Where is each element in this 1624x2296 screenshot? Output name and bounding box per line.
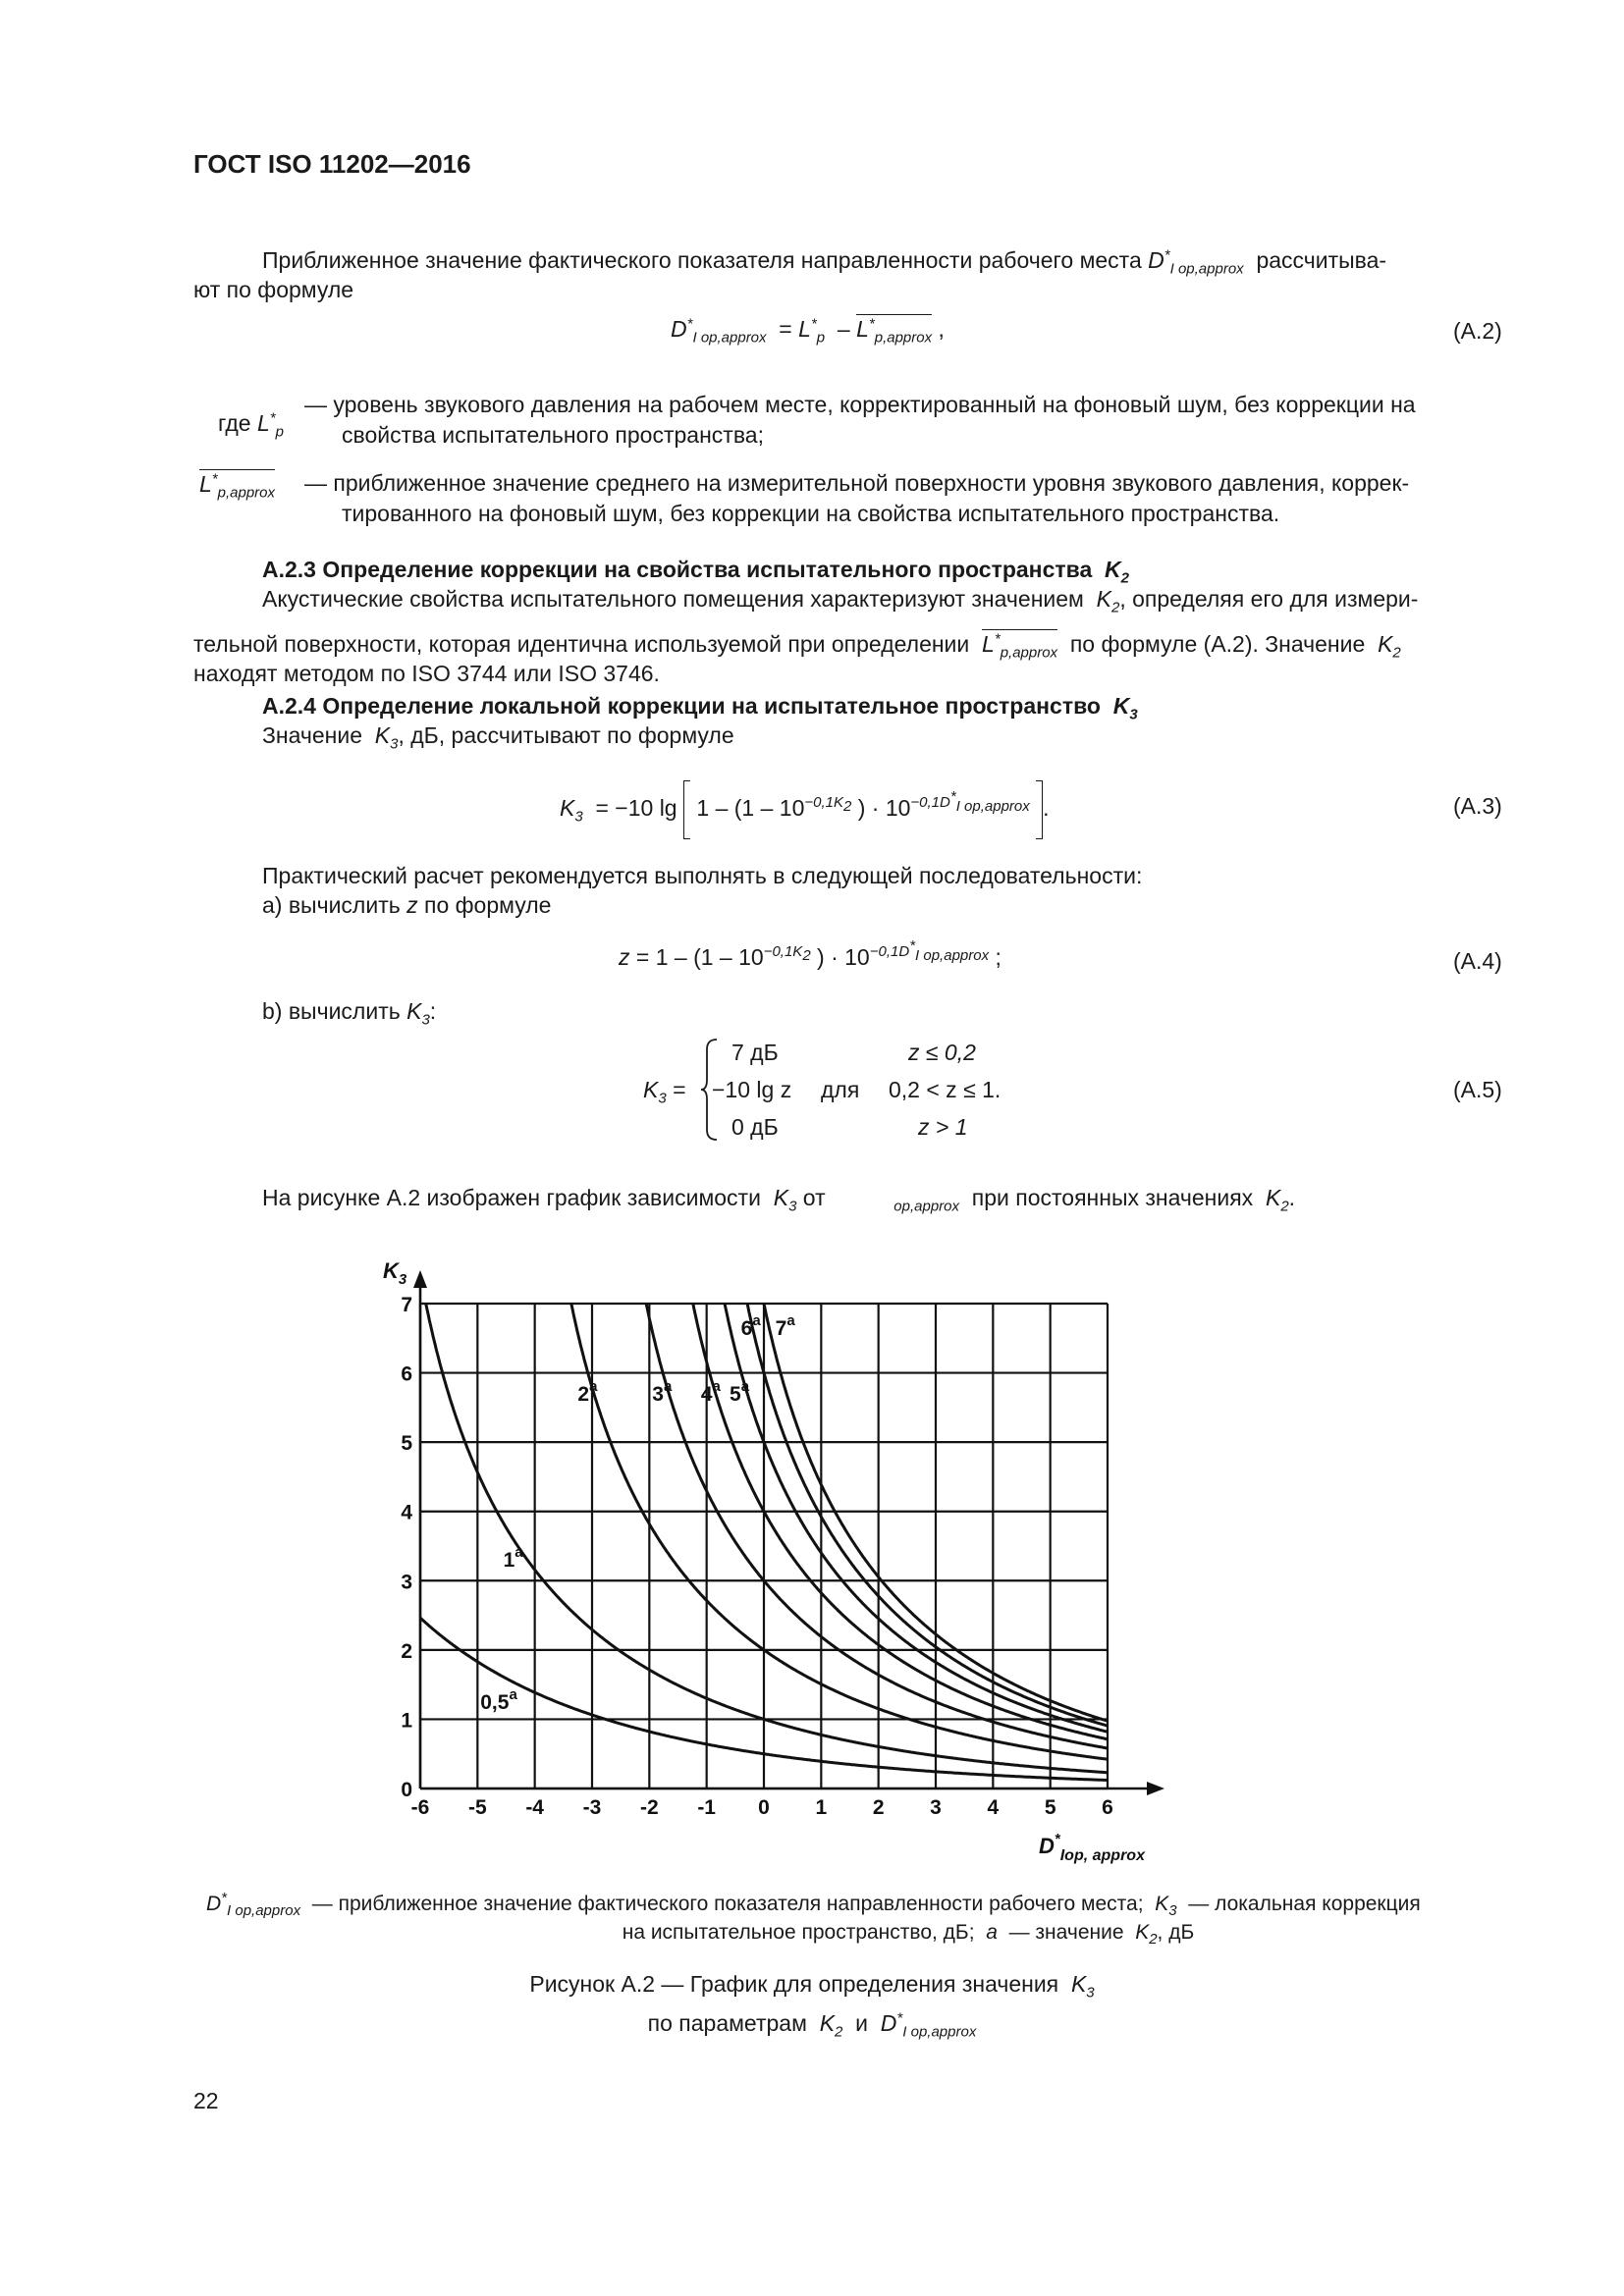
section-a23-line2: тельной поверхности, которая идентична используемой при определении $L^*_{p,approx}$ по формуле (А.2). Значение $K_2$ <box>193 630 1401 662</box>
intro-text-1: Приближенное значение фактического показателя направленности рабочего места <box>262 247 1142 273</box>
y-tick-label: 3 <box>401 1571 412 1594</box>
y-tick-label: 4 <box>401 1501 412 1524</box>
where-label: где $L^*_p$ <box>218 409 284 441</box>
figure-caption-line1: Рисунок А.2 — График для определения значения $K_3$ <box>529 1971 1095 2002</box>
equation-a5-case3-condition: z > 1 <box>918 1114 968 1140</box>
equation-a2-number: (A.2) <box>1453 318 1502 344</box>
curve-label-k2-5: 5$^a$ <box>730 1377 750 1406</box>
x-tick-label: -4 <box>525 1796 545 1819</box>
y-tick-label: 0 <box>401 1779 412 1801</box>
curve-label-k2-3: 3$^a$ <box>652 1377 673 1406</box>
x-tick-label: -6 <box>410 1796 430 1819</box>
curve-label-k2-2: 2$^a$ <box>577 1377 598 1406</box>
equation-a3: $K_3 = -10$ $\lg 1 - (1 - 10^{-0,1K_2}$ ) · $10^{-0,1D^*_{I op,approx}}$ . <box>560 780 1050 839</box>
x-tick-label: 6 <box>1102 1796 1113 1819</box>
equation-a5-case2-condition: 0,2 < z ≤ 1. <box>889 1077 1001 1102</box>
figure-legend-note: $D^*_{I op,approx}$ — приближенное значение фактического показателя направленности рабочего места; $K_3$ — локальная коррекция на испытательное пространство, дБ; a — значение $K_2$, дБ <box>206 1890 1421 1949</box>
equation-a4: $z = 1 - (1 - 10^{-0,1K_2}$ ) · $10^{-0,1D^*_{I op,approx}}$ ; <box>619 937 1001 970</box>
section-a23-line1: Акустические свойства испытательного помещения характеризуют значением $K_2$, определяя его для измери- <box>262 586 1419 616</box>
equation-a5-case2-for: для <box>821 1077 860 1102</box>
equation-a2: $D^*_{I op,approx} = L^*_p - L^*_{p,approx}$ , <box>671 315 945 347</box>
intro-paragraph-cont: ют по формуле <box>193 277 354 302</box>
x-tick-label: 1 <box>815 1796 828 1819</box>
x-tick-label: -2 <box>639 1796 659 1819</box>
practical-step-a: а) вычислить z по формуле <box>262 892 552 918</box>
y-tick-label: 2 <box>401 1639 412 1663</box>
x-axis-title: $D^*_{Iop, approx}$ <box>1039 1831 1145 1864</box>
section-a24-heading: А.2.4 Определение локальной коррекции на испытательное пространство $K_3$ <box>262 693 1138 723</box>
y-tick-label: 6 <box>401 1362 412 1386</box>
practical-step-b: b) вычислить $K_3$: <box>262 998 437 1029</box>
equation-a5-case1-value: 7 дБ <box>731 1040 779 1065</box>
section-a23-heading: А.2.3 Определение коррекции на свойства испытательного пространства $K_2$ <box>262 557 1130 587</box>
y-axis-title: $K_3$ <box>383 1258 407 1288</box>
intro-text-2: рассчитыва- <box>1256 247 1387 273</box>
x-tick-label: -1 <box>697 1796 717 1819</box>
x-tick-label: 3 <box>930 1796 942 1819</box>
intro-paragraph <box>262 245 1509 276</box>
curve-label-k2-1: 1$^a$ <box>503 1544 523 1573</box>
curve-label-k2-6: 6$^a$ <box>740 1311 761 1340</box>
x-tick-label: -5 <box>467 1796 487 1819</box>
y-tick-label: 5 <box>401 1432 412 1456</box>
y-tick-label: 1 <box>401 1709 412 1733</box>
k3-chart <box>363 1247 1326 1865</box>
equation-a3-number: (A.3) <box>1453 793 1502 819</box>
equation-a5-number: (A.5) <box>1453 1077 1502 1102</box>
curve-label-k2-0-5: 0,5$^a$ <box>480 1685 517 1714</box>
x-tick-label: 5 <box>1044 1796 1056 1819</box>
practical-intro: Практический расчет рекомендуется выполнять в следующей последовательности: <box>262 863 1143 888</box>
equation-a4-number: (A.4) <box>1453 948 1502 974</box>
x-axis-arrow <box>1147 1782 1164 1795</box>
d-symbol: $D^*_{I op,approx}$ <box>1148 246 1244 278</box>
document-header: ГОСТ ISO 11202—2016 <box>193 149 471 179</box>
figure-intro: На рисунке А.2 изображен график зависимости $K_3$ от $_{op,approx}$ при постоянных значениях $K_2$. <box>262 1185 1296 1215</box>
x-tick-label: 4 <box>987 1796 1000 1819</box>
def-lp-approx-symbol: $L^*_{p,approx}$ <box>199 470 276 502</box>
y-tick-label: 7 <box>401 1294 412 1316</box>
x-tick-label: 2 <box>872 1796 885 1819</box>
def-lp: — уровень звукового давления на рабочем месте, корректированный на фоновый шум, без коррекции на свойства испытательного пространства; <box>304 392 1416 448</box>
page-number: 22 <box>193 2088 219 2113</box>
curve-label-k2-7: 7$^a$ <box>775 1311 795 1340</box>
curve-label-k2-4: 4$^a$ <box>700 1377 721 1406</box>
equation-a5-case1-condition: z ≤ 0,2 <box>908 1040 976 1065</box>
section-a24-line1: Значение $K_3$, дБ, рассчитывают по формуле <box>262 722 734 753</box>
figure-caption-line2: по параметрам $K_2$ и $D^*_{I op,approx}$ <box>647 2009 977 2041</box>
x-tick-label: -3 <box>582 1796 602 1819</box>
y-axis-arrow <box>413 1270 427 1288</box>
equation-a5-lhs: $K_3$ = <box>643 1077 686 1107</box>
x-tick-label: 0 <box>758 1796 770 1819</box>
def-lp-approx: — приближенное значение среднего на измерительной поверхности уровня звукового давления, коррек- тированного на фоновый шум, без коррекции на свойства испытательного пространства. <box>304 470 1410 526</box>
equation-a5-case2-value: −10 lg z <box>712 1077 792 1102</box>
equation-a5-case3-value: 0 дБ <box>731 1114 779 1140</box>
section-a23-line3: находят методом по ISO 3744 или ISO 3746. <box>193 661 660 686</box>
